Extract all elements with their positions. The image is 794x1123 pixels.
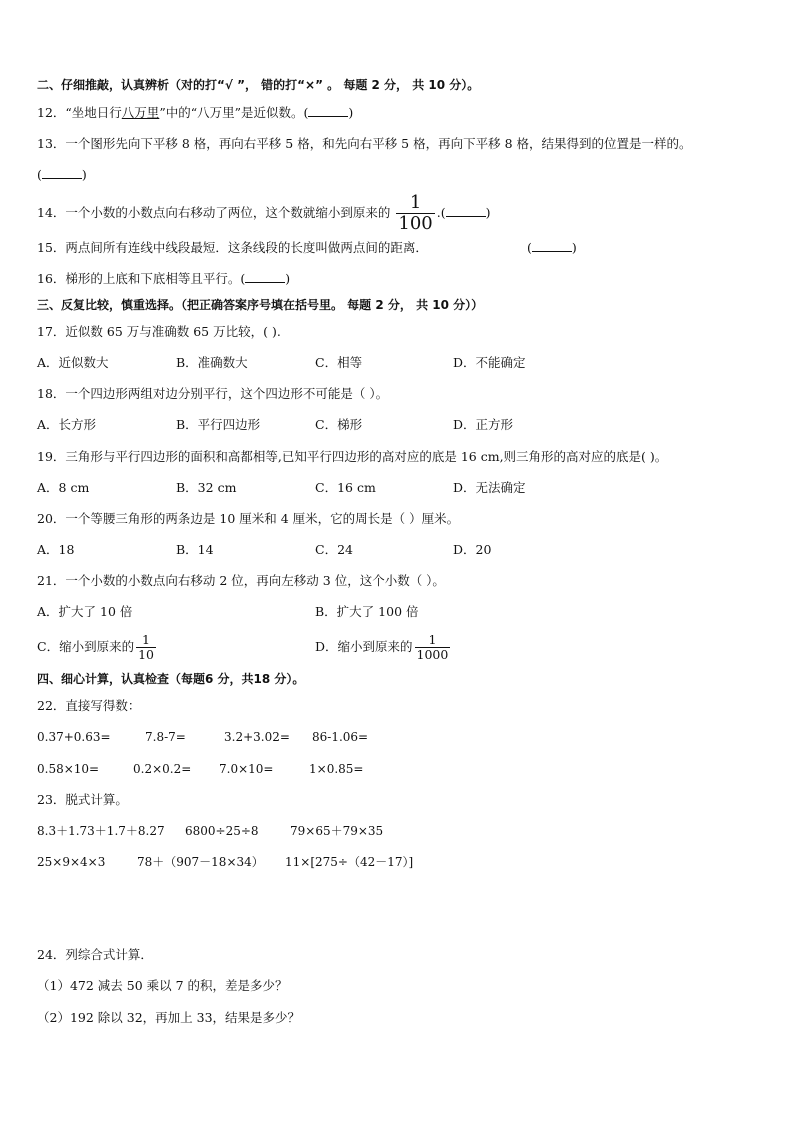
q15-text: 15．两点间所有连线中线段最短．这条线段的长度叫做两点间的距离．	[37, 240, 428, 255]
option-b[interactable]: B．32 cm	[176, 480, 237, 495]
q16-close: )	[285, 271, 291, 286]
option-a[interactable]: A．近似数大	[37, 355, 109, 370]
option-a[interactable]: A．8 cm	[37, 480, 90, 495]
q13-open: (	[37, 167, 42, 182]
option-c[interactable]	[37, 628, 158, 666]
question-15-answer	[527, 239, 577, 257]
question-14	[37, 194, 491, 233]
fraction-numerator: 1	[428, 631, 437, 647]
section-3-title: 三、反复比较，慎重选择。（把正确答案序号填在括号里。 每题 2 分， 共 10 分））	[37, 298, 484, 312]
q14-text-pre: 14．一个小数的小数点向右移动了两位，这个数就缩小到原来的	[37, 205, 391, 220]
fraction	[396, 194, 434, 233]
q15-close: )	[571, 240, 577, 255]
option-a[interactable]: A．18	[37, 542, 75, 557]
q12-text-post: ”中的“八万里”是近似数。(	[159, 105, 309, 120]
q15-open: (	[527, 240, 532, 255]
answer-blank[interactable]	[308, 104, 348, 117]
question-17: 17．近似数 65 万与准确数 65 万比较，( ).	[37, 324, 281, 339]
question-19: 19．三角形与平行四边形的面积和高都相等,已知平行四边形的高对应的底是 16 cm,则三角形的高对应的底是( )。	[37, 449, 668, 464]
question-24-item: （2）192 除以 32，再加上 33，结果是多少？	[37, 1010, 301, 1025]
calc-item: 86-1.06=	[312, 730, 369, 744]
q12-underlined: 八万里	[121, 105, 160, 120]
calc-item: 3.2+3.02=	[224, 730, 290, 744]
fraction	[415, 631, 451, 662]
question-12	[37, 104, 353, 122]
option-b[interactable]: B．14	[176, 542, 214, 557]
calc-item: 0.58×10=	[37, 762, 100, 776]
question-16	[37, 270, 290, 288]
question-18: 18．一个四边形两组对边分别平行，这个四边形不可能是（ ）。	[37, 386, 389, 401]
q13-close: )	[81, 167, 87, 182]
answer-blank[interactable]	[446, 204, 486, 217]
option-c[interactable]: C．24	[315, 542, 353, 557]
question-24-item: （1）472 减去 50 乘以 7 的积，差是多少？	[37, 978, 288, 993]
option-d[interactable]	[315, 628, 452, 666]
fraction-denominator: 10	[138, 647, 154, 662]
section-4-title: 四、细心计算，认真检查（每题6 分，共18 分）。	[37, 672, 305, 686]
calc-item: 1×0.85=	[309, 762, 364, 776]
calc-item: 7.0×10=	[219, 762, 274, 776]
question-20: 20．一个等腰三角形的两条边是 10 厘米和 4 厘米，它的周长是（ ）厘米。	[37, 511, 460, 526]
question-13-answer	[37, 166, 87, 184]
question-24: 24．列综合式计算．	[37, 947, 153, 962]
calc-item: 0.2×0.2=	[133, 762, 192, 776]
question-13: 13．一个图形先向下平移 8 格，再向右平移 5 格，和先向右平移 5 格，再向下平移 8 格，结果得到的位置是一样的。	[37, 136, 692, 151]
option-d[interactable]: D．20	[453, 542, 492, 557]
option-c[interactable]: C．相等	[315, 355, 363, 370]
fraction-numerator: 1	[409, 192, 422, 213]
option-b[interactable]: B．扩大了 100 倍	[315, 604, 419, 619]
calc-item: 78＋（907－18×34）	[137, 855, 264, 869]
calc-item: 7.8-7=	[145, 730, 186, 744]
fraction-denominator: 100	[398, 213, 433, 234]
answer-blank[interactable]	[245, 270, 285, 283]
fraction-denominator: 1000	[416, 647, 449, 662]
calc-item: 6800÷25÷8	[185, 824, 259, 838]
option-d-text: D．缩小到原来的	[315, 639, 413, 654]
question-23: 23．脱式计算。	[37, 792, 128, 807]
option-c[interactable]: C．梯形	[315, 417, 363, 432]
q14-close: )	[485, 205, 491, 220]
q14-text-post: .(	[436, 205, 446, 220]
calc-item: 8.3＋1.73＋1.7＋8.27	[37, 824, 165, 838]
option-c-text: C．缩小到原来的	[37, 639, 135, 654]
question-22: 22．直接写得数：	[37, 698, 141, 713]
calc-item: 11×[275÷（42－17）]	[285, 855, 414, 869]
q12-close: )	[348, 105, 354, 120]
q12-text-pre: 12．“坐地日行	[37, 105, 122, 120]
calc-item: 25×9×4×3	[37, 855, 106, 869]
calc-item: 0.37+0.63=	[37, 730, 111, 744]
option-d[interactable]: D．正方形	[453, 417, 514, 432]
option-a[interactable]: A．扩大了 10 倍	[37, 604, 133, 619]
answer-blank[interactable]	[42, 166, 82, 179]
section-2-title: 二、仔细推敲，认真辨析（对的打“√ ”， 错的打“×” 。 每题 2 分， 共 10 分）。	[37, 78, 480, 92]
question-21: 21．一个小数的小数点向右移动 2 位，再向左移动 3 位，这个小数（ ）。	[37, 573, 445, 588]
question-15	[37, 239, 428, 257]
fraction-numerator: 1	[142, 631, 150, 647]
option-d[interactable]: D．不能确定	[453, 355, 526, 370]
option-b[interactable]: B．准确数大	[176, 355, 248, 370]
option-b[interactable]: B．平行四边形	[176, 417, 261, 432]
answer-blank[interactable]	[532, 239, 572, 252]
option-a[interactable]: A．长方形	[37, 417, 97, 432]
option-d[interactable]: D．无法确定	[453, 480, 526, 495]
fraction	[136, 631, 156, 662]
calc-item: 79×65＋79×35	[290, 824, 384, 838]
option-c[interactable]: C．16 cm	[315, 480, 376, 495]
q16-text: 16．梯形的上底和下底相等且平行。(	[37, 271, 246, 286]
